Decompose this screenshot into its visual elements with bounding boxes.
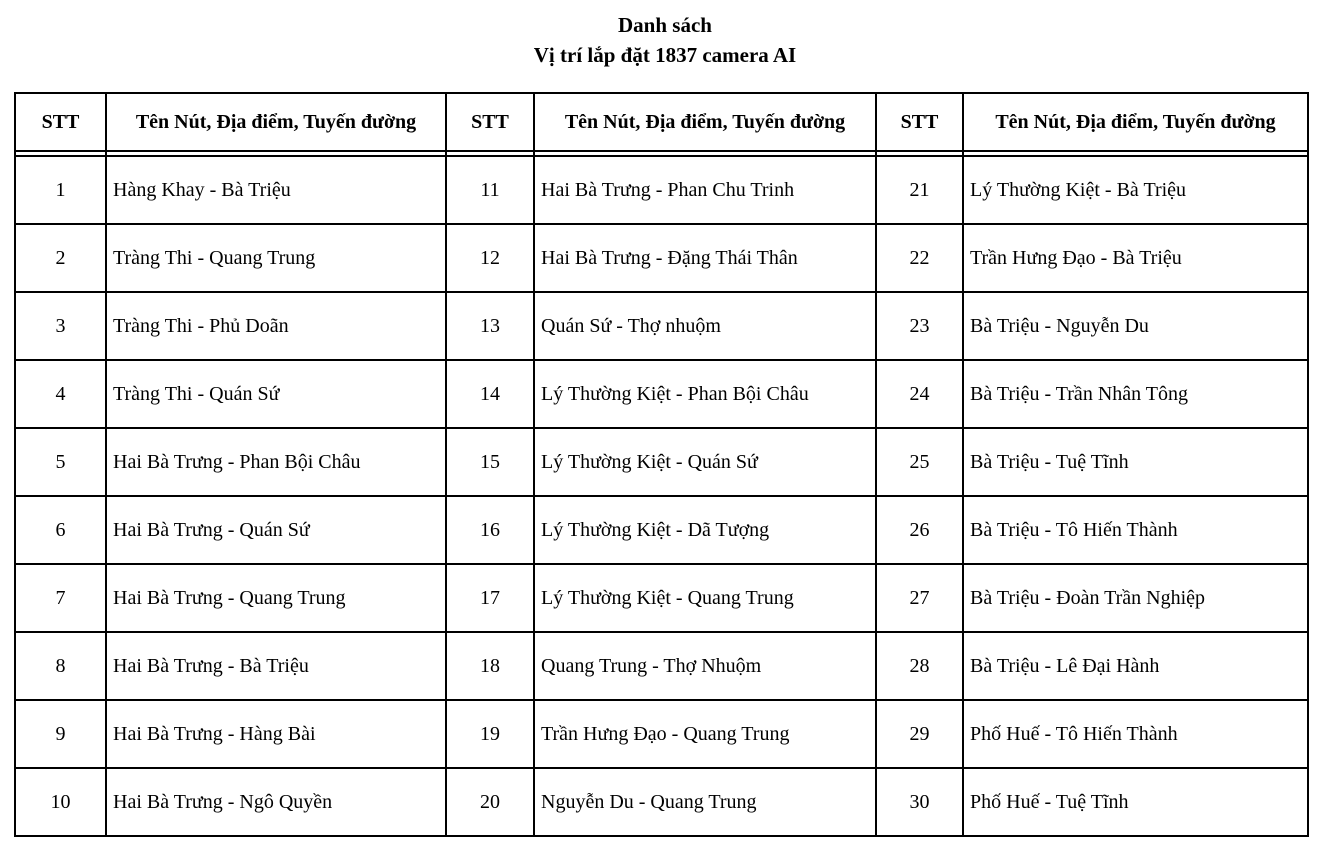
stt-cell: 15: [446, 428, 534, 496]
stt-cell: 19: [446, 700, 534, 768]
table-row: [15, 360, 1308, 428]
stt-cell: 23: [876, 292, 963, 360]
stt-cell: 5: [15, 428, 106, 496]
location-cell: Lý Thường Kiệt - Quang Trung: [534, 564, 876, 632]
stt-cell: 12: [446, 224, 534, 292]
table-row: [15, 768, 1308, 836]
column-header-stt-3: STT: [876, 93, 963, 151]
location-cell: Bà Triệu - Trần Nhân Tông: [963, 360, 1308, 428]
stt-cell: 4: [15, 360, 106, 428]
location-cell: Tràng Thi - Quang Trung: [106, 224, 446, 292]
stt-cell: 30: [876, 768, 963, 836]
stt-cell: 17: [446, 564, 534, 632]
location-cell: Lý Thường Kiệt - Quán Sứ: [534, 428, 876, 496]
location-cell: Hai Bà Trưng - Quán Sứ: [106, 496, 446, 564]
location-cell: Bà Triệu - Lê Đại Hành: [963, 632, 1308, 700]
column-header-location-1: Tên Nút, Địa điểm, Tuyến đường: [106, 93, 446, 151]
stt-cell: 8: [15, 632, 106, 700]
location-cell: Nguyễn Du - Quang Trung: [534, 768, 876, 836]
stt-cell: 11: [446, 156, 534, 224]
table-body: [15, 151, 1308, 836]
page-title: [0, 10, 1330, 70]
stt-cell: 20: [446, 768, 534, 836]
stt-cell: 10: [15, 768, 106, 836]
location-cell: Hàng Khay - Bà Triệu: [106, 156, 446, 224]
location-cell: Hai Bà Trưng - Ngô Quyền: [106, 768, 446, 836]
location-cell: Trần Hưng Đạo - Quang Trung: [534, 700, 876, 768]
location-cell: Hai Bà Trưng - Phan Chu Trinh: [534, 156, 876, 224]
table-row: [15, 632, 1308, 700]
stt-cell: 18: [446, 632, 534, 700]
location-cell: Lý Thường Kiệt - Dã Tượng: [534, 496, 876, 564]
location-cell: Trần Hưng Đạo - Bà Triệu: [963, 224, 1308, 292]
table-row: [15, 700, 1308, 768]
table-row: [15, 496, 1308, 564]
stt-cell: 3: [15, 292, 106, 360]
stt-cell: 25: [876, 428, 963, 496]
stt-cell: 22: [876, 224, 963, 292]
location-cell: Hai Bà Trưng - Quang Trung: [106, 564, 446, 632]
location-cell: Lý Thường Kiệt - Phan Bội Châu: [534, 360, 876, 428]
location-cell: Hai Bà Trưng - Bà Triệu: [106, 632, 446, 700]
location-cell: Phố Huế - Tuệ Tĩnh: [963, 768, 1308, 836]
stt-cell: 9: [15, 700, 106, 768]
stt-cell: 2: [15, 224, 106, 292]
location-cell: Tràng Thi - Phủ Doãn: [106, 292, 446, 360]
location-cell: Bà Triệu - Tuệ Tĩnh: [963, 428, 1308, 496]
location-cell: Bà Triệu - Nguyễn Du: [963, 292, 1308, 360]
stt-cell: 14: [446, 360, 534, 428]
stt-cell: 21: [876, 156, 963, 224]
stt-cell: 27: [876, 564, 963, 632]
table-row: [15, 292, 1308, 360]
column-header-location-2: Tên Nút, Địa điểm, Tuyến đường: [534, 93, 876, 151]
stt-cell: 6: [15, 496, 106, 564]
location-cell: Hai Bà Trưng - Đặng Thái Thân: [534, 224, 876, 292]
title-line-1: Danh sách: [618, 13, 712, 37]
stt-cell: 1: [15, 156, 106, 224]
location-cell: Bà Triệu - Đoàn Trần Nghiệp: [963, 564, 1308, 632]
table-header: [15, 93, 1308, 151]
stt-cell: 13: [446, 292, 534, 360]
location-cell: Phố Huế - Tô Hiến Thành: [963, 700, 1308, 768]
stt-cell: 7: [15, 564, 106, 632]
location-cell: Quang Trung - Thợ Nhuộm: [534, 632, 876, 700]
location-cell: Bà Triệu - Tô Hiến Thành: [963, 496, 1308, 564]
location-cell: Hai Bà Trưng - Phan Bội Châu: [106, 428, 446, 496]
table-row: [15, 156, 1308, 224]
table-row: [15, 564, 1308, 632]
table-row: [15, 224, 1308, 292]
header-row: [15, 93, 1308, 151]
location-cell: Quán Sứ - Thợ nhuộm: [534, 292, 876, 360]
stt-cell: 16: [446, 496, 534, 564]
location-cell: Tràng Thi - Quán Sứ: [106, 360, 446, 428]
document-page: [0, 10, 1330, 856]
stt-cell: 29: [876, 700, 963, 768]
stt-cell: 24: [876, 360, 963, 428]
column-header-stt-2: STT: [446, 93, 534, 151]
column-header-stt-1: STT: [15, 93, 106, 151]
stt-cell: 28: [876, 632, 963, 700]
location-cell: Hai Bà Trưng - Hàng Bài: [106, 700, 446, 768]
location-cell: Lý Thường Kiệt - Bà Triệu: [963, 156, 1308, 224]
column-header-location-3: Tên Nút, Địa điểm, Tuyến đường: [963, 93, 1308, 151]
camera-locations-table: [14, 92, 1309, 837]
table-row: [15, 428, 1308, 496]
title-line-2: Vị trí lắp đặt 1837 camera AI: [533, 43, 797, 67]
stt-cell: 26: [876, 496, 963, 564]
